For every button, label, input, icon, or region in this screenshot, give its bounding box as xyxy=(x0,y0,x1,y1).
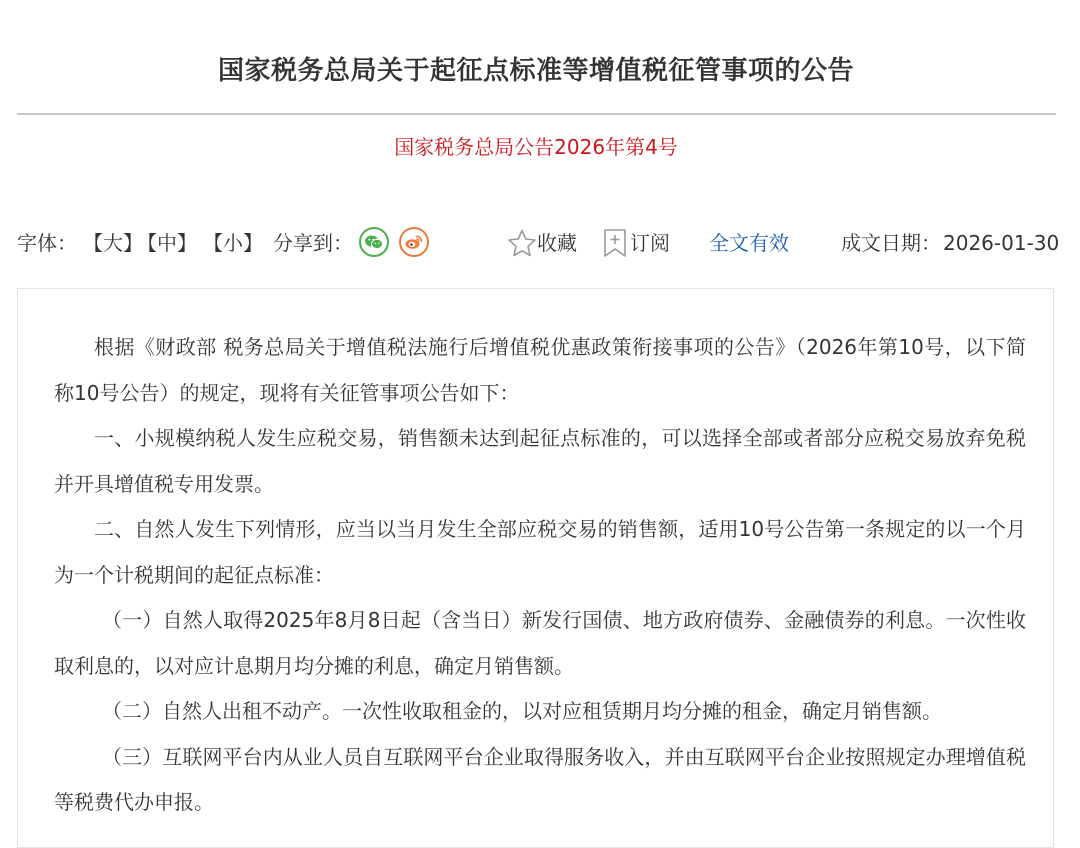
font-size-label: 字体： xyxy=(17,231,77,255)
weibo-share-icon[interactable] xyxy=(399,227,429,257)
document-date: 2026-01-30 xyxy=(943,231,1060,255)
star-icon xyxy=(507,228,537,258)
page-title: 国家税务总局关于起征点标准等增值税征管事项的公告 xyxy=(217,56,854,86)
weibo-icon xyxy=(404,233,424,251)
paragraph-intro: 根据《财政部 税务总局关于增值税法施行后增值税优惠政策衔接事项的公告》（2026年第10号，以下简称10号公告）的规定，现将有关征管事项公告如下： xyxy=(54,335,1026,405)
title-divider xyxy=(17,113,1056,115)
wechat-icon xyxy=(364,234,384,251)
share-label: 分享到： xyxy=(273,231,353,255)
font-size-large-button[interactable]: 【大】 xyxy=(83,231,143,255)
paragraph-item-1: 一、小规模纳税人发生应税交易，销售额未达到起征点标准的，可以选择全部或者部分应税交易放弃免税并开具增值税专用发票。 xyxy=(54,426,1026,496)
collect-button[interactable] xyxy=(507,224,577,262)
paragraph-subitem-1: （一）自然人取得2025年8月8日起（含当日）新发行国债、地方政府债券、金融债券的利息。一次性收取利息的，以对应计息期月均分摊的利息，确定月销售额。 xyxy=(54,608,1026,678)
bookmark-plus-icon xyxy=(600,227,630,259)
font-size-medium-button[interactable]: 【中】 xyxy=(137,231,197,255)
subscribe-button[interactable] xyxy=(600,224,670,262)
article-toolbar xyxy=(17,224,1060,262)
paragraph-subitem-2: （二）自然人出租不动产。一次性收取租金的，以对应租赁期月均分摊的租金，确定月销售额。 xyxy=(102,699,942,723)
validity-status: 全文有效 xyxy=(709,231,789,255)
wechat-share-icon[interactable] xyxy=(359,227,389,257)
subscribe-label: 订阅 xyxy=(630,231,670,255)
collect-label: 收藏 xyxy=(537,231,577,255)
font-size-small-button[interactable]: 【小】 xyxy=(203,231,263,255)
paragraph-item-2: 二、自然人发生下列情形，应当以当月发生全部应税交易的销售额，适用10号公告第一条规定的以一个月为一个计税期间的起征点标准： xyxy=(54,517,1026,587)
document-number: 国家税务总局公告2026年第4号 xyxy=(394,135,678,159)
paragraph-subitem-3: （三）互联网平台内从业人员自互联网平台企业取得服务收入，并由互联网平台企业按照规定办理增值税等税费代办申报。 xyxy=(54,744,1026,814)
article-body xyxy=(54,325,1026,826)
article-content-box xyxy=(17,288,1054,848)
date-label: 成文日期： xyxy=(841,231,941,255)
